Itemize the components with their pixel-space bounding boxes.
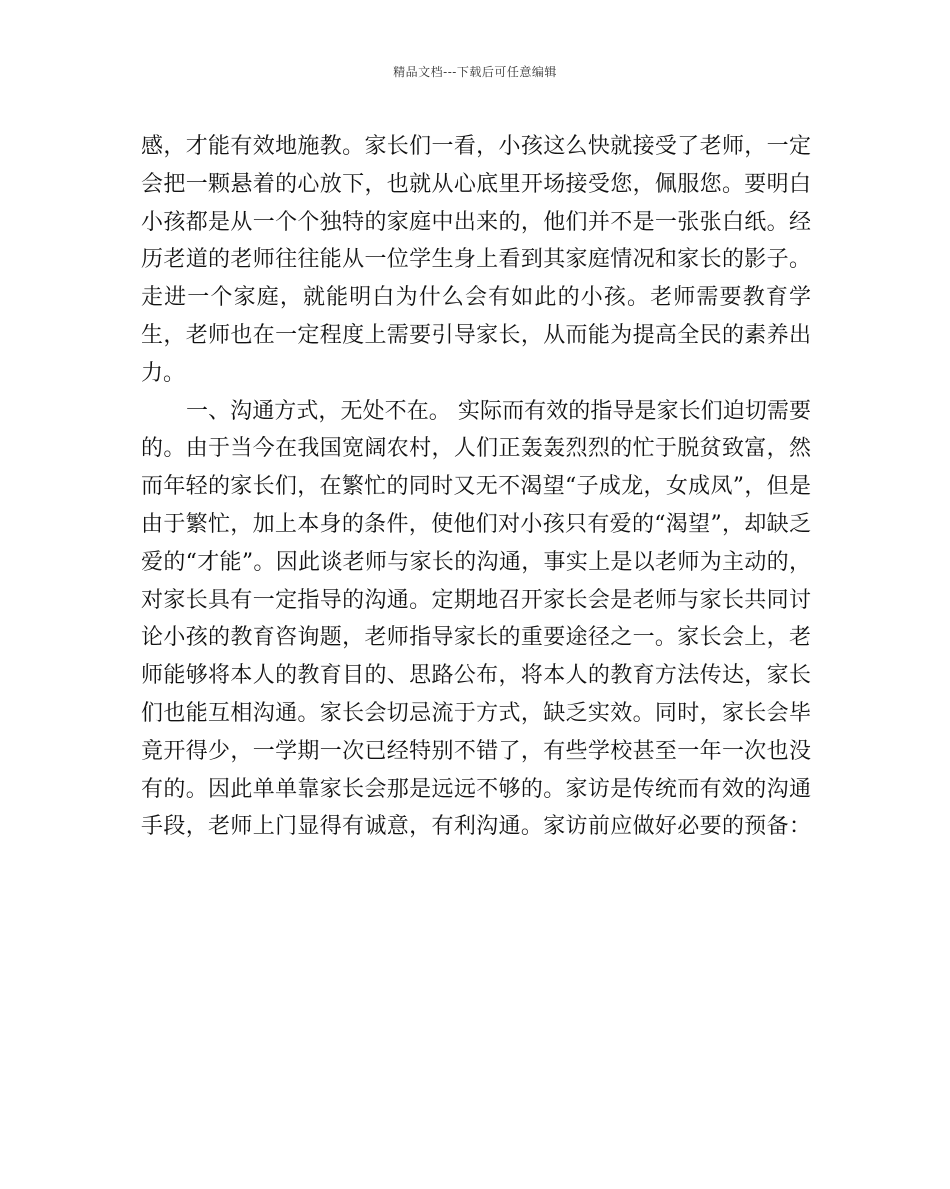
text-line: 力。 bbox=[141, 360, 186, 386]
text-line: 小孩都是从一个个独特的家庭中出来的，他们并不是一张张白纸。经 bbox=[141, 209, 811, 235]
text-line: 走进一个家庭，就能明白为什么会有如此的小孩。老师需要教育学 bbox=[141, 285, 811, 311]
text-line: 师能够将本人的教育目的、思路公布，将本人的教育方法传达，家长 bbox=[141, 663, 811, 689]
text-line: 一、沟通方式，无处不在。 实际而有效的指导是家长们迫切需要 bbox=[186, 398, 811, 424]
text-line: 手段，老师上门显得有诚意，有利沟通。家访前应做好必要的预备： bbox=[141, 814, 811, 840]
paragraph-1 bbox=[141, 128, 811, 393]
text-line: 历老道的老师往往能从一位学生身上看到其家庭情况和家长的影子。 bbox=[141, 247, 811, 273]
text-line: 的。由于当今在我国宽阔农村，人们正轰轰烈烈的忙于脱贫致富，然 bbox=[141, 436, 811, 462]
paragraph-2 bbox=[141, 393, 811, 847]
page-header: 精品文档---下载后可任意编辑 bbox=[393, 65, 557, 79]
text-line: 对家长具有一定指导的沟通。定期地召开家长会是老师与家长共同讨 bbox=[141, 587, 811, 613]
document-body bbox=[141, 128, 811, 846]
text-line: 感，才能有效地施教。家长们一看，小孩这么快就接受了老师，一定 bbox=[141, 134, 811, 159]
text-line: 竟开得少，一学期一次已经特别不错了，有些学校甚至一年一次也没 bbox=[141, 738, 811, 764]
text-line: 爱的“才能”。因此谈老师与家长的沟通，事实上是以老师为主动的， bbox=[141, 549, 811, 575]
text-line: 会把一颗悬着的心放下，也就从心底里开场接受您，佩服您。要明白 bbox=[141, 171, 811, 197]
text-line: 由于繁忙，加上本身的条件，使他们对小孩只有爱的“渴望”，却缺乏 bbox=[141, 511, 811, 537]
text-line: 们也能互相沟通。家长会切忌流于方式，缺乏实效。同时，家长会毕 bbox=[141, 700, 811, 726]
text-line: 而年轻的家长们，在繁忙的同时又无不渴望“子成龙，女成凤”，但是 bbox=[141, 474, 811, 500]
text-line: 生，老师也在一定程度上需要引导家长，从而能为提高全民的素养出 bbox=[141, 322, 811, 348]
text-line: 论小孩的教育咨询题，老师指导家长的重要途径之一。家长会上，老 bbox=[141, 625, 811, 651]
text-line: 有的。因此单单靠家长会那是远远不够的。家访是传统而有效的沟通 bbox=[141, 776, 811, 802]
